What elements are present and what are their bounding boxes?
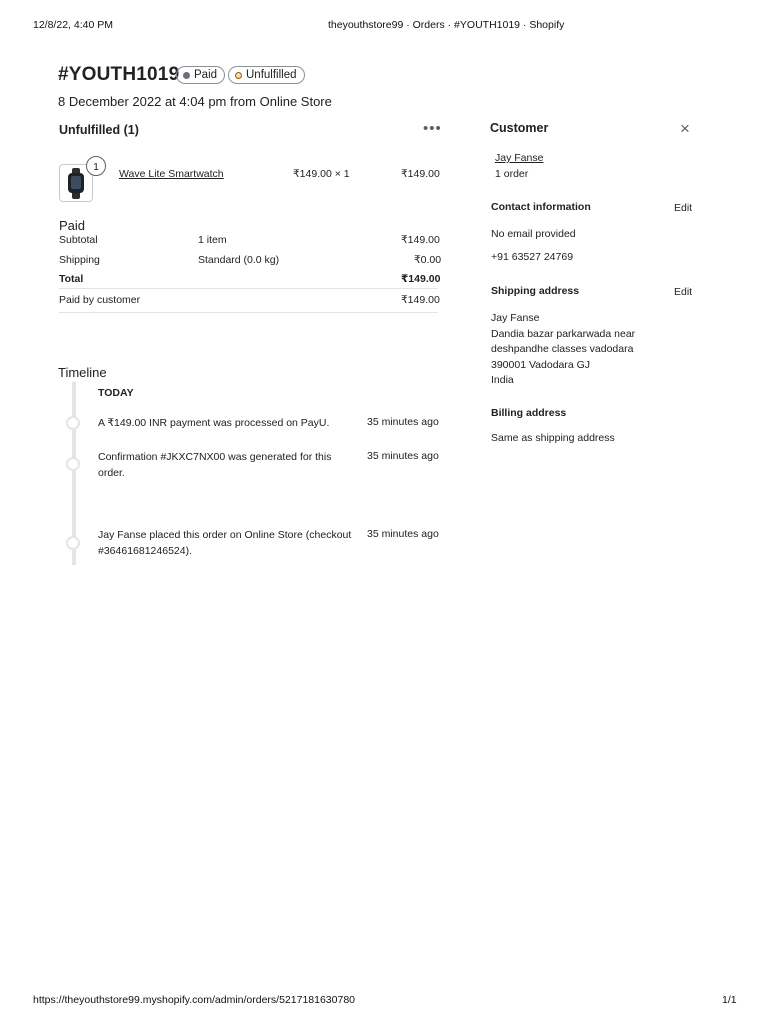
customer-heading: Customer <box>490 121 549 135</box>
edit-shipping-button[interactable]: Edit <box>674 286 693 298</box>
payment-status-badge <box>176 66 225 84</box>
print-datetime: 12/8/22, 4:40 PM <box>33 19 113 31</box>
customer-order-count: 1 order <box>495 168 529 180</box>
shipping-label: Shipping <box>59 254 100 266</box>
more-actions-icon[interactable]: ••• <box>423 120 442 137</box>
address-line: Dandia bazar parkarwada near <box>491 327 636 340</box>
timeline-event-text: A ₹149.00 INR payment was processed on PayU. <box>98 417 330 429</box>
timeline-dot <box>66 536 80 550</box>
timeline-event-text: Confirmation #JKXC7NX00 was generated for this order. <box>98 451 332 479</box>
total-label: Total <box>59 273 84 285</box>
address-line: deshpandhe classes vadodara <box>491 343 634 355</box>
quantity-badge: 1 <box>86 156 106 176</box>
edit-contact-button[interactable]: Edit <box>674 202 693 214</box>
unfulfilled-heading: Unfulfilled (1) <box>59 123 139 137</box>
order-date: 8 December 2022 at 4:04 pm from Online Store <box>58 94 332 109</box>
total-amount: ₹149.00 <box>401 273 441 285</box>
address-line: 390001 Vadodara GJ <box>491 358 591 371</box>
divider <box>59 312 438 313</box>
status-ring-icon <box>235 72 242 79</box>
watch-screen-shape <box>71 176 81 189</box>
subtotal-label: Subtotal <box>59 234 98 246</box>
timeline-event-time: 35 minutes ago <box>367 450 439 462</box>
payment-status-label: Paid <box>194 69 218 81</box>
timeline-dot <box>66 457 80 471</box>
print-page-title: theyouthstore99 · Orders · #YOUTH1019 · Shopify <box>328 19 565 31</box>
shipping-address <box>491 311 691 389</box>
shipping-address-heading: Shipping address <box>491 285 580 297</box>
billing-address-text: Same as shipping address <box>491 432 615 444</box>
timeline-dot <box>66 416 80 430</box>
order-title: #YOUTH1019 <box>58 64 180 85</box>
address-line: India <box>491 374 514 386</box>
subtotal-detail: 1 item <box>198 234 227 246</box>
paid-by-customer-label: Paid by customer <box>59 294 141 306</box>
shipping-amount: ₹0.00 <box>414 254 442 266</box>
contact-info-heading: Contact information <box>491 201 591 213</box>
timeline-day-label: TODAY <box>98 387 134 399</box>
timeline-event-time: 35 minutes ago <box>367 528 439 540</box>
billing-address-heading: Billing address <box>491 407 567 419</box>
customer-phone: +91 63527 24769 <box>491 251 574 263</box>
fulfillment-status-badge <box>228 66 305 84</box>
timeline-event-time: 35 minutes ago <box>367 416 439 428</box>
product-name-link[interactable]: Wave Lite Smartwatch <box>119 168 224 180</box>
timeline-heading: Timeline <box>58 365 107 380</box>
paid-heading: Paid <box>59 218 86 233</box>
close-icon[interactable]: × <box>680 119 690 138</box>
print-url: https://theyouthstore99.myshopify.com/admin/orders/5217181630780 <box>33 994 356 1006</box>
customer-name-link[interactable]: Jay Fanse <box>495 152 544 164</box>
subtotal-amount: ₹149.00 <box>401 234 440 246</box>
product-line-total: ₹149.00 <box>401 168 440 180</box>
print-page-number: 1/1 <box>722 994 737 1006</box>
address-line: Jay Fanse <box>491 312 540 324</box>
divider <box>59 288 438 289</box>
fulfillment-status-label: Unfulfilled <box>246 69 297 81</box>
status-dot-icon <box>183 72 190 79</box>
shipping-detail: Standard (0.0 kg) <box>198 254 280 266</box>
paid-by-customer-amount: ₹149.00 <box>401 294 440 306</box>
timeline-event-text: Jay Fanse placed this order on Online Store (checkout #36461681246524). <box>98 529 352 557</box>
customer-email: No email provided <box>491 228 576 240</box>
product-unit-price: ₹149.00 × 1 <box>293 168 350 180</box>
